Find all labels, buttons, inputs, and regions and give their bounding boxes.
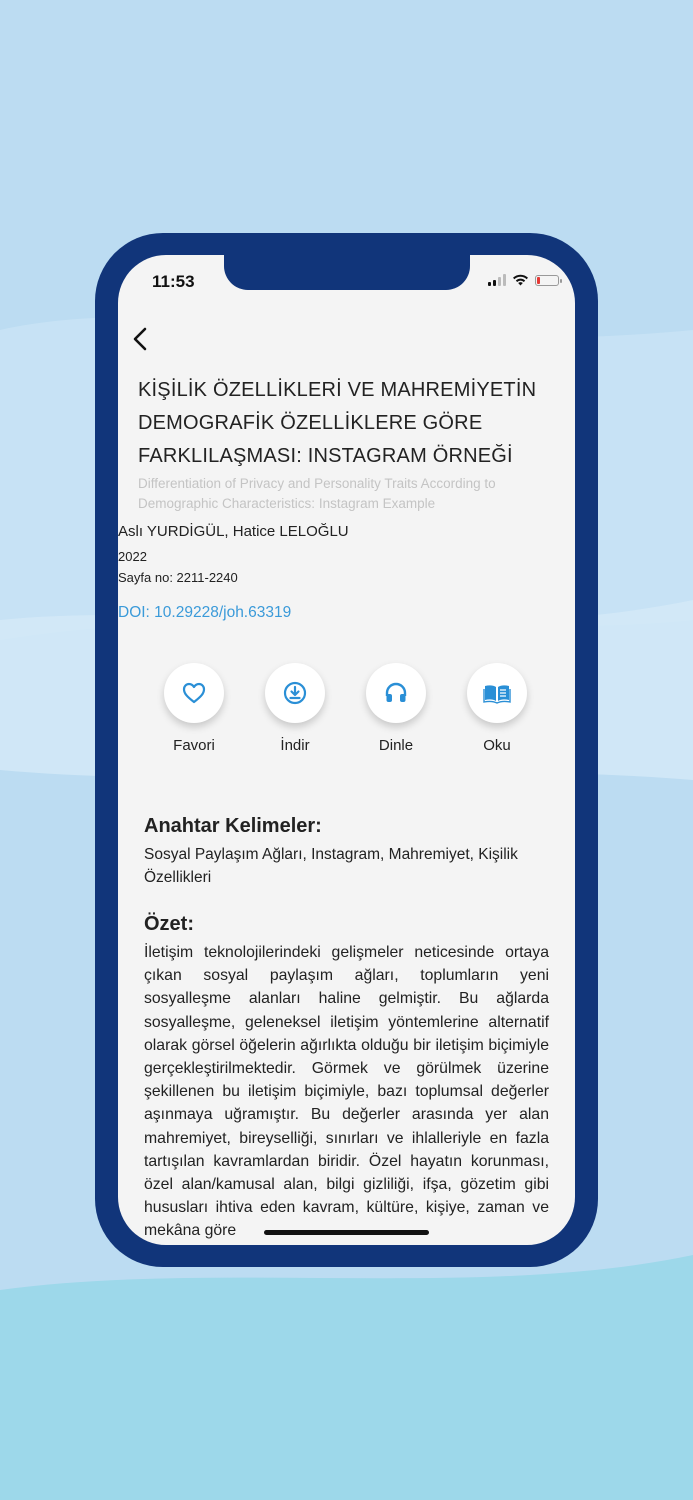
download-label: İndir <box>280 737 310 754</box>
listen-button-circle <box>366 663 426 723</box>
listen-button[interactable] <box>356 663 436 754</box>
read-button[interactable] <box>457 663 537 754</box>
article-year: 2022 <box>118 549 147 564</box>
book-icon <box>483 682 511 704</box>
article-subtitle: Differentiation of Privacy and Personality Traits According to Demographic Characteristics: Instagram Example <box>138 476 496 511</box>
phone-screen <box>118 255 575 1245</box>
read-button-circle <box>467 663 527 723</box>
keywords-heading: Anahtar Kelimeler: <box>144 815 322 837</box>
home-indicator[interactable] <box>264 1230 429 1235</box>
chevron-left-icon <box>130 325 154 353</box>
status-time: 11:53 <box>152 272 195 291</box>
abstract-text: İletişim teknolojilerindeki gelişmeler neticesinde ortaya çıkan sosyal paylaşım ağları, toplumların yeni sosyalleşme alanları haline gelmiştir. Bu ağlarda sosyalleşme, geleneksel iletişim yöntemlerine alternatif olarak görsel öğelerin ağırlıkta olduğu bir iletişim biçimiyle gerçekleştirilmektedir. Görmek ve görülmek üzerine şekillenen bu iletişim biçimiyle, bazı toplumsal değerler aşınmaya uğramıştır. Bu değerler arasında yer alan mahremiyet, bireyselliği, sınırları ve ihlalleriyle en fazla tartışılan kavramlardan biridir. Özel hayatın korunması, özel alan/kamusal alan, bilgi gizliliği, ifşa, gözetim gibi hususları ihtiva eden kavram, kültüre, kişiye, zaman ve mekâna göre <box>144 944 549 1240</box>
wifi-icon <box>512 274 529 286</box>
listen-label: Dinle <box>378 737 414 754</box>
notch <box>224 255 470 290</box>
download-button-circle <box>265 663 325 723</box>
abstract-heading: Özet: <box>144 913 194 935</box>
download-icon <box>283 681 307 705</box>
heart-icon <box>182 682 206 704</box>
headphones-icon <box>384 681 408 705</box>
favorite-button[interactable] <box>154 663 234 754</box>
article-title: KİŞİLİK ÖZELLİKLERİ VE MAHREMİYETİN DEMOGRAFİK ÖZELLİKLERE GÖRE FARKLILAŞMASI: INSTAGRAM ÖRNEĞİ <box>138 379 537 467</box>
back-button[interactable] <box>130 325 154 353</box>
download-button[interactable] <box>255 663 335 754</box>
phone-frame <box>95 233 598 1267</box>
status-icons <box>488 274 559 286</box>
read-label: Oku <box>483 737 511 754</box>
battery-icon <box>535 275 559 286</box>
favorite-button-circle <box>164 663 224 723</box>
article-pages: Sayfa no: 2211-2240 <box>118 570 238 585</box>
keywords-text: Sosyal Paylaşım Ağları, Instagram, Mahremiyet, Kişilik Özellikleri <box>144 846 518 886</box>
signal-icon <box>488 274 506 286</box>
favorite-label: Favori <box>173 737 215 754</box>
article-authors: Aslı YURDİGÜL, Hatice LELOĞLU <box>118 523 349 540</box>
doi-link[interactable]: DOI: 10.29228/joh.63319 <box>118 604 292 621</box>
